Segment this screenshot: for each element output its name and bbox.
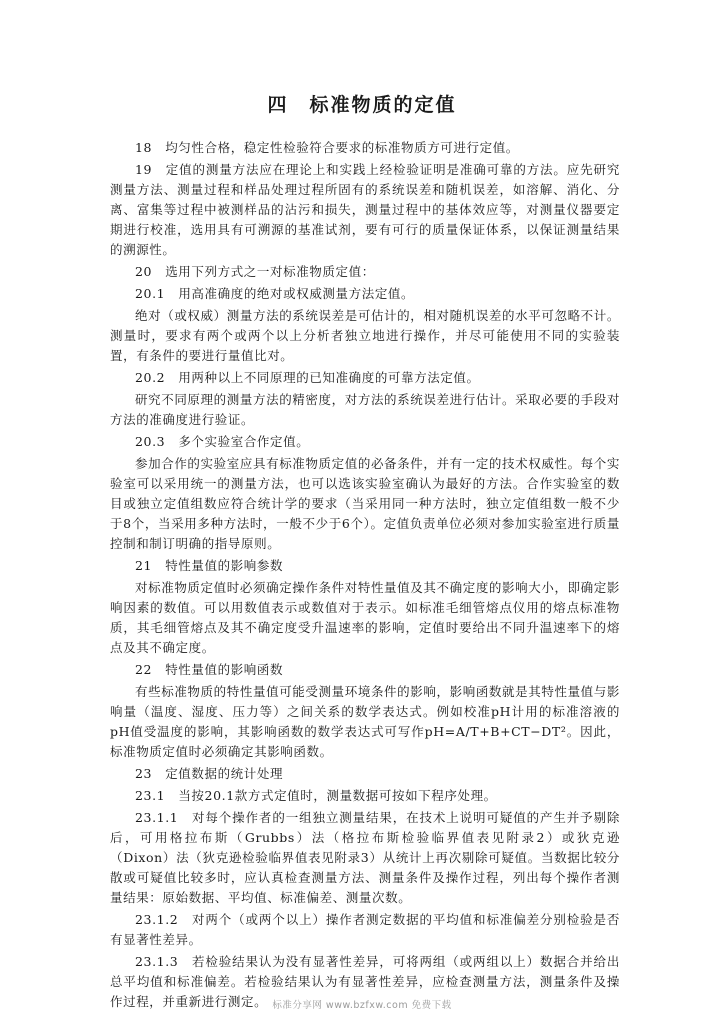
paragraph-23-1-2: 23.1.2 对两个（或两个以上）操作者测定数据的平均值和标准偏差分别检验是否有显著性差异。	[110, 912, 620, 947]
paragraph-22-heading: 22 特性量值的影响函数	[135, 662, 284, 677]
paragraph-23-1-1: 23.1.1 对每个操作者的一组独立测量结果，在技术上说明可疑值的产生并予剔除后，可用格拉布斯（Grubbs）法（格拉布斯检验临界值表见附录2）或狄克逊（Dixon）法（狄克逊检验临界值表见附录3）从统计上再次剔除可疑值。当数据比较分散或可疑值比较多时，应认真检查测量方法、测量条件及操作过程，列出每个操作者测量结果：原始数据、平均值、标准偏差、测量次数。	[110, 810, 620, 905]
footer-watermark: 标准分享网 www.bzfxw.com 免费下载	[272, 1000, 452, 1011]
paragraph-20-3-text: 参加合作的实验室应具有标准物质定值的必备条件，并有一定的技术权威性。每个实验室可以采用统一的测量方法，也可以选该实验室确认为最好的方法。合作实验室的数目或独立定值组数应符合统计学的要求（当采用同一种方法时，独立定值组数一般不少于8个，当采用多种方法时，一般不少于6个）。定值负责单位必须对参加实验室进行质量控制和制订明确的指导原则。	[110, 456, 620, 551]
paragraph-23-heading: 23 定值数据的统计处理	[135, 766, 284, 781]
paragraph-21-heading: 21 特性量值的影响参数	[135, 558, 284, 573]
paragraph-20: 20 选用下列方式之一对标准物质定值：	[135, 264, 375, 279]
paragraph-22-text: 有些标准物质的特性量值可能受测量环境条件的影响，影响函数就是其特性量值与影响量（温度、湿度、压力等）之间关系的数学表达式。例如校准pH计用的标准溶液的pH值受温度的影响，其影响函数的数学表达式可写作pH=A/T+B+CT−DT²。因此，标准物质定值时必须确定其影响函数。	[110, 684, 620, 759]
paragraph-21-text: 对标准物质定值时必须确定操作条件对特性量值及其不确定度的影响大小，即确定影响因素的数值。可以用数值表示或数值对于表示。如标准毛细管熔点仪用的熔点标准物质，其毛细管熔点及其不确定度受升温速率的影响，定值时要给出不同升温速率下的熔点及其不确定度。	[110, 580, 620, 655]
document-body	[110, 138, 620, 1014]
paragraph-23-1-3: 23.1.3 若检验结果认为没有显著性差异，可将两组（或两组以上）数据合并给出总平均值和标准偏差。若检验结果认为有显著性差异，应检查测量方法，测量条件及操作过程，并重新进行测定。	[110, 954, 620, 1009]
paragraph-23-1: 23.1 当按20.1款方式定值时，测量数据可按如下程序处理。	[135, 788, 497, 803]
paragraph-20-1-text: 绝对（或权威）测量方法的系统误差是可估计的，相对随机误差的水平可忽略不计。测量时，要求有两个或两个以上分析者独立地进行操作，并尽可能使用不同的实验装置，有条件的要进行量值比对。	[110, 308, 620, 363]
paragraph-20-2-heading: 20.2 用两种以上不同原理的已知准确度的可靠方法定值。	[135, 370, 480, 385]
paragraph-20-3-heading: 20.3 多个实验室合作定值。	[135, 434, 310, 449]
paragraph-20-2-text: 研究不同原理的测量方法的精密度，对方法的系统误差进行估计。采取必要的手段对方法的准确度进行验证。	[110, 392, 620, 427]
paragraph-18: 18 均匀性合格，稳定性检验符合要求的标准物质方可进行定值。	[135, 140, 519, 155]
paragraph-19: 19 定值的测量方法应在理论上和实践上经检验证明是准确可靠的方法。应先研究测量方法、测量过程和样品处理过程所固有的系统误差和随机误差，如溶解、消化、分离、富集等过程中被测样品的沾污和损失，测量过程中的基体效应等，对测量仪器要定期进行校准，选用具有可溯源的基准试剂，要有可行的质量保证体系，以保证测量结果的溯源性。	[110, 162, 620, 257]
section-title: 四 标准物质的定值	[267, 94, 457, 116]
paragraph-20-1-heading: 20.1 用高准确度的绝对或权威测量方法定值。	[135, 286, 415, 301]
